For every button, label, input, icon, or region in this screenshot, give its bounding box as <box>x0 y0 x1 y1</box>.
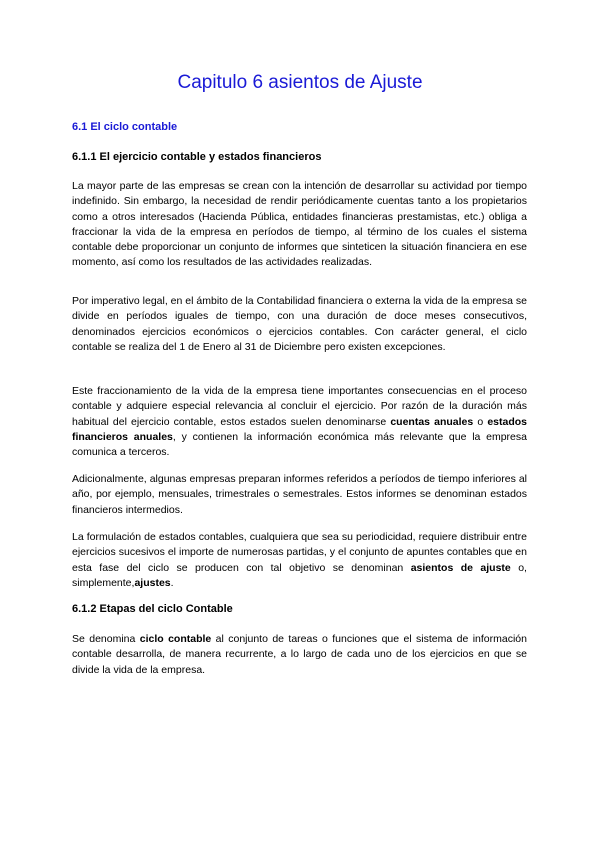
bold-term: ajustes <box>134 576 171 589</box>
paragraph-2: Por imperativo legal, en el ámbito de la Contabilidad financiera o externa la vida de la empresa se divide en períodos iguales de tiempo, con una duración de doce meses consecutivos, denominados ejercicios económicos o ejercicios contables. Con carácter general, el ciclo contable se realiza del 1 de Enero al 31 de Diciembre pero existen excepciones. <box>72 295 527 353</box>
bold-term: ciclo contable <box>139 633 212 645</box>
section-heading: 6.1 El ciclo contable <box>72 121 178 133</box>
paragraph-1: La mayor parte de las empresas se crean con la intención de desarrollar su actividad por tiempo indefinido. Sin embargo, la necesidad de rendir periódicamente cuentas tanto a los propietarios como a otros interesados (Hacienda Pública, entidades financieras prestamistas, etc.) obliga a fraccionar la vida de la empresa en períodos de tiempo, al término de los cuales el sistema contable debe proporcionar un conjunto de informes que sinteticen la situación financiera en ese momento, así como los resultados de las actividades realizadas. <box>72 180 527 269</box>
paragraph-3: Este fraccionamiento de la vida de la empresa tiene importantes consecuencias en el proceso contable y adquiere especial relevancia al concluir el ejercicio. Por razón de la duración más habitual del ejercicio contable, estos estados suelen denominarse cuentas anuales o estados financieros anuales, y contienen la información económica más relevante que la empresa comunica a terceros. <box>72 385 528 459</box>
bold-term: cuentas anuales <box>390 415 474 428</box>
subsection-heading-ejercicio: 6.1.1 El ejercicio contable y estados financieros <box>72 151 322 163</box>
paragraph-4: Adicionalmente, algunas empresas preparan informes referidos a períodos de tiempo inferiores al año, por ejemplo, mensuales, trimestrales o semestrales. Estos informes se denominan estados financieros intermedios. <box>72 473 527 516</box>
bold-term: asientos de ajuste <box>410 561 511 574</box>
paragraph-6: Se denomina ciclo contable al conjunto de tareas o funciones que el sistema de información contable desarrolla, de manera recurrente, a lo largo de cada uno de los ejercicios en que se divide la vida de la empresa. <box>72 633 527 676</box>
bold-term: estados financieros anuales <box>72 415 528 443</box>
subsection-heading-etapas: 6.1.2 Etapas del ciclo Contable <box>72 603 233 615</box>
chapter-title: Capitulo 6 asientos de Ajuste <box>177 72 423 93</box>
paragraph-5: La formulación de estados contables, cualquiera que sea su periodicidad, requiere distribuir entre ejercicios sucesivos el importe de numerosas partidas, y el conjunto de apuntes contables que en esta fase del ciclo se producen con tal objetivo se denominan asientos de ajuste o, simplemente,ajustes. <box>72 531 527 589</box>
